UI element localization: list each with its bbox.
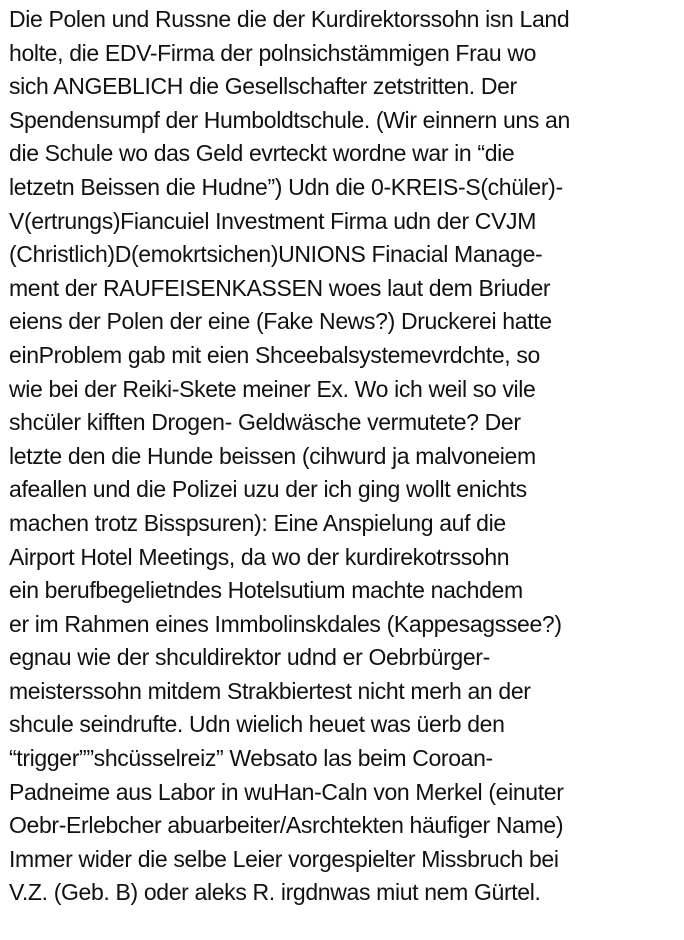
text-line-2: holte, die EDV-Firma der polnsichstämmigen Frau wo (9, 39, 537, 66)
text-line-10: eiens der Polen der eine (Fake News?) Druckerei hatte (9, 308, 552, 335)
text-line-24: Padneime aus Labor in wuHan-Caln von Merkel (einuter (9, 778, 564, 805)
text-line-15: afeallen und die Polizei uzu der ich ging wollt enichts (9, 476, 527, 503)
text-line-25: Oebr-Erlebcher abuarbeiter/Asrchtekten häufiger Name) (9, 812, 564, 839)
text-line-18: ein berufbegelietndes Hotelsutium machte nachdem (9, 577, 523, 604)
text-line-12: wie bei der Reiki-Skete meiner Ex. Wo ich weil so vile (9, 375, 536, 402)
text-line-22: shcule seindrufte. Udn wielich heuet was üerb den (9, 711, 505, 738)
text-line-5: die Schule wo das Geld evrteckt wordne war in “die (9, 140, 515, 167)
text-line-9: ment der RAUFEISENKASSEN woes laut dem Briuder (9, 274, 551, 301)
text-line-17: Airport Hotel Meetings, da wo der kurdirekotrssohn (9, 543, 510, 570)
text-line-23: “trigger””shcüsselreiz” Websato las beim Coroan- (9, 745, 493, 772)
text-line-19: er im Rahmen eines Immbolinskdales (Kappesagssee?) (9, 610, 562, 637)
text-line-1: Die Polen und Russne die der Kurdirektorssohn isn Land (9, 6, 570, 32)
text-line-16: machen trotz Bisspsuren): Eine Anspielung auf die (9, 509, 506, 536)
body-text (9, 3, 681, 910)
text-line-14: letzte den die Hunde beissen (cihwurd ja malvoneiem (9, 442, 536, 469)
text-line-8: (Christlich)D(emokrtsichen)UNIONS Finacial Manage- (9, 241, 543, 268)
text-line-13: shcüler kifften Drogen- Geldwäsche vermutete? Der (9, 409, 521, 436)
text-line-20: egnau wie der shculdirektor udnd er Oebrbürger- (9, 644, 490, 671)
text-line-6: letzetn Beissen die Hudne”) Udn die 0-KREIS-S(chüler)- (9, 173, 563, 200)
text-line-11: einProblem gab mit eien Shceebalsystemevrdchte, so (9, 341, 540, 368)
text-line-3: sich ANGEBLICH die Gesellschafter zetstritten. Der (9, 73, 517, 100)
text-line-4: Spendensumpf der Humboldtschule. (Wir einnern uns an (9, 106, 570, 133)
text-line-26: Immer wider die selbe Leier vorgespielter Missbruch bei (9, 845, 559, 872)
text-line-7: V(ertrungs)Fiancuiel Investment Firma udn der CVJM (9, 207, 537, 234)
text-line-27: V.Z. (Geb. B) oder aleks R. irgdnwas miut nem Gürtel. (9, 879, 541, 906)
text-line-21: meisterssohn mitdem Strakbiertest nicht merh an der (9, 677, 531, 704)
